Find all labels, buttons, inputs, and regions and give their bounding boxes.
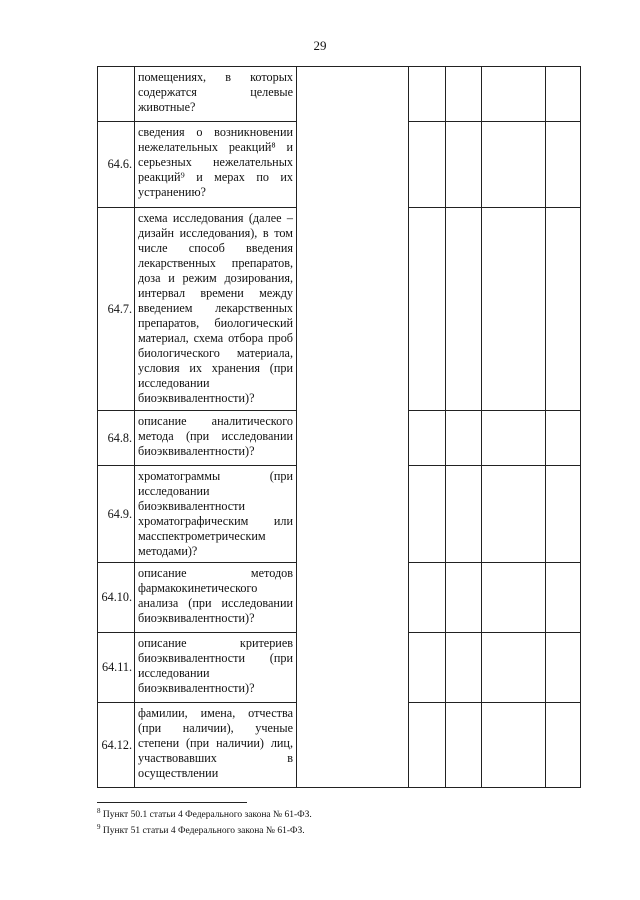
item-question-text: схема исследования (далее – дизайн исследования), в том числе способ введения лекарственных препаратов, доза и режим дозирования, интервал времени между введением лекарственных препаратов, биологический материал, схема отбора проб биологического материала, условия их хранения (при исследовании биоэквивалентности)? [138,211,293,405]
answer-cell-notes[interactable] [297,411,409,466]
answer-cell-na[interactable] [482,122,546,208]
item-number [98,67,135,122]
item-number: 64.8. [98,411,135,466]
answer-cell-na[interactable] [482,466,546,563]
answer-cell-na[interactable] [482,208,546,411]
item-question-text: помещениях, в которых содержатся целевые животные? [138,70,293,114]
answer-cell-yes[interactable] [409,122,446,208]
page-number: 29 [313,38,327,53]
answer-cell-yes[interactable] [409,67,446,122]
answer-cell-yes[interactable] [409,466,446,563]
answer-cell-no[interactable] [446,411,482,466]
answer-cell-no[interactable] [446,122,482,208]
answer-cell-no[interactable] [446,67,482,122]
item-number: 64.10. [98,563,135,633]
answer-cell-yes[interactable] [409,633,446,703]
answer-cell-remark[interactable] [546,67,581,122]
item-number: 64.9. [98,466,135,563]
answer-cell-remark[interactable] [546,633,581,703]
item-question-text: описание аналитического метода (при исследовании биоэквивалентности)? [138,414,293,458]
table-row [98,208,581,411]
answer-cell-remark[interactable] [546,411,581,466]
footnote-9: $^9$ Пункт 51 статьи 4 Федерального закона № 61-ФЗ. [97,822,305,836]
footnote-separator [97,802,247,803]
answer-cell-na[interactable] [482,411,546,466]
answer-cell-na[interactable] [482,703,546,788]
table-row [98,703,581,788]
item-question [135,208,297,411]
item-question-text: описание критериев биоэквивалентности (при исследовании биоэквивалентности)? [138,636,293,695]
answer-cell-na[interactable] [482,67,546,122]
table-row [98,563,581,633]
item-question [135,703,297,788]
answer-cell-yes[interactable] [409,703,446,788]
table-row [98,122,581,208]
item-question [135,633,297,703]
answer-cell-no[interactable] [446,208,482,411]
table-row [98,466,581,563]
item-question-text: описание методов фармакокинетического анализа (при исследовании биоэквивалентности)? [138,566,293,625]
footnote-8: $^8$ Пункт 50.1 статьи 4 Федерального закона № 61-ФЗ. [97,806,312,820]
table-row [98,67,581,122]
answer-cell-notes[interactable] [297,67,409,122]
item-question [135,122,297,208]
answer-cell-yes[interactable] [409,563,446,633]
answer-cell-remark[interactable] [546,703,581,788]
answer-cell-remark[interactable] [546,466,581,563]
answer-cell-notes[interactable] [297,563,409,633]
item-question-text: хроматограммы (при исследовании биоэквивалентности хроматографическим или масспектрометрическим методами)? [138,469,293,558]
answer-cell-notes[interactable] [297,466,409,563]
answer-cell-notes[interactable] [297,703,409,788]
answer-cell-yes[interactable] [409,208,446,411]
item-question [135,466,297,563]
item-question-text: фамилии, имена, отчества (при наличии), ученые степени (при наличии) лиц, участвовавших в осуществлении [138,706,293,780]
answer-cell-remark[interactable] [546,563,581,633]
item-question-text: сведения о возникновении нежелательных реакций⁸ и серьезных нежелательных реакций⁹ и мерах по их устранению? [138,125,293,199]
answer-cell-no[interactable] [446,466,482,563]
answer-cell-no[interactable] [446,563,482,633]
item-number: 64.12. [98,703,135,788]
answer-cell-yes[interactable] [409,411,446,466]
answer-cell-na[interactable] [482,633,546,703]
answer-cell-notes[interactable] [297,633,409,703]
item-question [135,411,297,466]
answer-cell-no[interactable] [446,633,482,703]
item-question [135,563,297,633]
checklist-table [97,66,581,788]
answer-cell-na[interactable] [482,563,546,633]
item-number: 64.11. [98,633,135,703]
answer-cell-notes[interactable] [297,208,409,411]
table-row [98,411,581,466]
answer-cell-no[interactable] [446,703,482,788]
answer-cell-notes[interactable] [297,122,409,208]
item-number: 64.7. [98,208,135,411]
item-number: 64.6. [98,122,135,208]
answer-cell-remark[interactable] [546,122,581,208]
item-question [135,67,297,122]
answer-cell-remark[interactable] [546,208,581,411]
table-row [98,633,581,703]
